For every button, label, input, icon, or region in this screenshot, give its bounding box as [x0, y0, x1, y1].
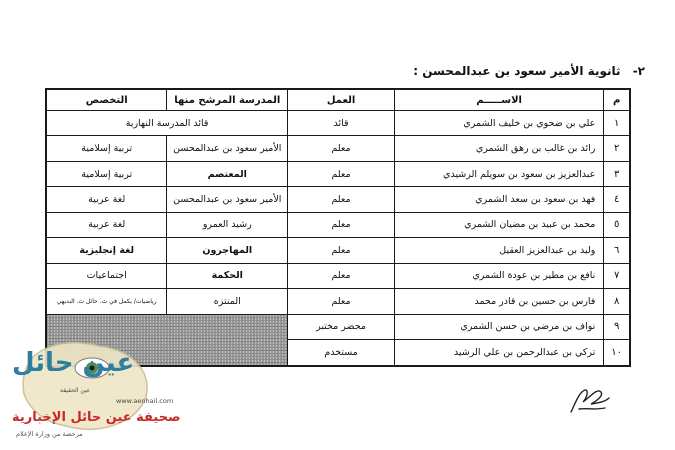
watermark-brand: عين حائل — [12, 348, 135, 378]
row-index: ٨ — [604, 289, 630, 314]
table-row — [46, 187, 630, 212]
row-index: ١٠ — [604, 339, 630, 366]
row-job: قائد — [288, 111, 395, 136]
row-name: محمد بن عبيد بن مضيان الشمري — [394, 212, 603, 237]
row-job: معلم — [288, 136, 395, 161]
row-index: ٥ — [604, 212, 630, 237]
row-index: ٤ — [604, 187, 630, 212]
row-specialty: تربية إسلامية — [46, 136, 167, 161]
row-index: ٣ — [604, 161, 630, 186]
row-specialty: تربية إسلامية — [46, 161, 167, 186]
table-row — [46, 136, 630, 161]
header-job: العمل — [288, 89, 395, 111]
row-specialty: لغة عربية — [46, 187, 167, 212]
table-row — [46, 161, 630, 186]
row-job: معلم — [288, 263, 395, 288]
section-number: ٢- — [632, 64, 645, 78]
header-name: الاســـــم — [394, 89, 603, 111]
row-school: المهاجرون — [167, 238, 288, 263]
row-job: مستخدم — [288, 339, 395, 366]
row-name: تركي بن عبدالرحمن بن علي الرشيد — [394, 339, 603, 366]
row-index: ٢ — [604, 136, 630, 161]
row-job: معلم — [288, 187, 395, 212]
header-specialty: التخصص — [46, 89, 167, 111]
handwritten-signature — [565, 382, 615, 418]
row-name: فهد بن سعود بن سعد الشمري — [394, 187, 603, 212]
row-school: رشيد العمرو — [167, 212, 288, 237]
table-row — [46, 289, 630, 314]
row-specialty: لغة إنجليزية — [46, 238, 167, 263]
row-school: الأمير سعود بن عبدالمحسن — [167, 187, 288, 212]
row-name: عبدالعزيز بن سعود بن سويلم الرشيدي — [394, 161, 603, 186]
row-school: المنتزه — [167, 289, 288, 314]
row-name: علي بن ضحوي بن خليف الشمري — [394, 111, 603, 136]
row-name: نواف بن مرضي بن حسن الشمري — [394, 314, 603, 339]
row-job: معلم — [288, 289, 395, 314]
row-job: معلم — [288, 212, 395, 237]
row-name: رائد بن غالب بن رهق الشمري — [394, 136, 603, 161]
row-school-merged: قائد المدرسة النهارية — [46, 111, 288, 136]
row-job: محضر مختبر — [288, 314, 395, 339]
row-job: معلم — [288, 238, 395, 263]
header-school: المدرسة المرشح منها — [167, 89, 288, 111]
table-row — [46, 111, 630, 136]
row-school: المعتصم — [167, 161, 288, 186]
section-heading — [413, 64, 645, 78]
watermark-tagline: عين الحقيقة — [60, 387, 91, 394]
table-header-row — [46, 89, 630, 111]
row-school: الحكمة — [167, 263, 288, 288]
row-specialty: اجتماعيات — [46, 263, 167, 288]
watermark-license: مرخصة من وزارة الإعلام — [16, 430, 83, 438]
row-index: ٧ — [604, 263, 630, 288]
section-title: ثانوية الأمير سعود بن عبدالمحسن : — [413, 64, 621, 78]
table-row — [46, 238, 630, 263]
watermark-url: www.aenhail.com — [116, 397, 174, 405]
watermark-news-title: صحيفة عين حائل الإخبارية — [12, 410, 181, 425]
row-index: ٦ — [604, 238, 630, 263]
row-school: الأمير سعود بن عبدالمحسن — [167, 136, 288, 161]
header-index: م — [604, 89, 630, 111]
row-name: وليد بن عبدالعزيز العقيل — [394, 238, 603, 263]
row-job: معلم — [288, 161, 395, 186]
row-name: فارس بن حسين بن قادر محمد — [394, 289, 603, 314]
row-index: ٩ — [604, 314, 630, 339]
row-name: نافع بن مطير بن عودة الشمري — [394, 263, 603, 288]
row-specialty: لغة عربية — [46, 212, 167, 237]
table-row — [46, 212, 630, 237]
row-specialty: رياضيات/ يكمل في ث. حائل ث. البديهي — [46, 289, 167, 314]
row-index: ١ — [604, 111, 630, 136]
table-row — [46, 263, 630, 288]
staff-table — [45, 88, 631, 367]
